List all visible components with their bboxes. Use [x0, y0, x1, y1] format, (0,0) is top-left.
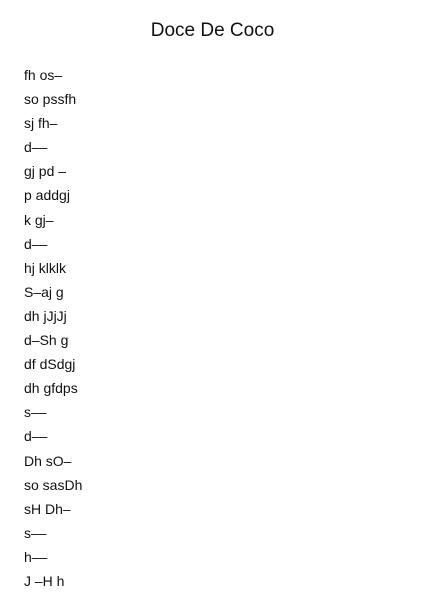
notation-lines: [24, 63, 82, 593]
notation-line: dh jJjJj: [24, 307, 67, 324]
notation-line: S–aj g: [24, 283, 64, 300]
notation-line: gj pd –: [24, 163, 67, 180]
notation-line: Dh sO–: [24, 452, 72, 469]
document-title: Doce De Coco: [150, 20, 275, 41]
notation-line: hj klklk: [24, 259, 67, 276]
notation-line: p addgj: [24, 187, 70, 204]
notation-line: s––: [24, 404, 47, 421]
notation-line: h––: [24, 548, 48, 565]
notation-line: fh os–: [24, 67, 63, 83]
notation-line: d–Sh g: [24, 332, 69, 349]
notation-line: s––: [24, 524, 47, 541]
notation-line: d––: [24, 139, 48, 156]
notation-line: k gj–: [24, 211, 54, 228]
notation-line: dh gfdps: [24, 380, 78, 397]
notation-line: d––: [24, 428, 48, 445]
notation-line: so sasDh: [24, 476, 83, 493]
notation-line: so pssfh: [24, 91, 77, 108]
notation-line: sH Dh–: [24, 500, 71, 517]
notation-line: J –H h: [24, 572, 65, 589]
notation-line: d––: [24, 235, 48, 252]
notation-line: sj fh–: [24, 115, 58, 132]
notation-line: df dSdgj: [24, 356, 76, 373]
